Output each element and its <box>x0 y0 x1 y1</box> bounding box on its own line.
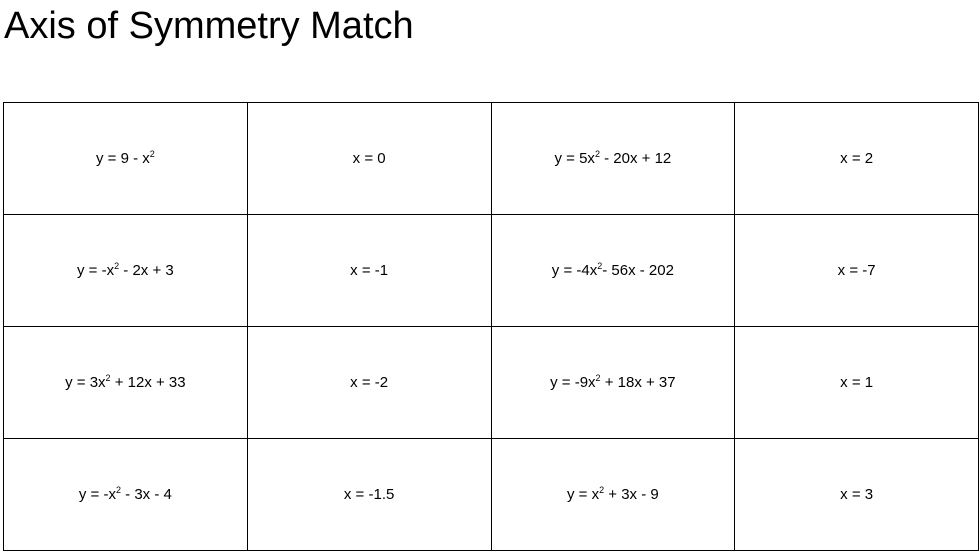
axis-cell <box>735 327 979 439</box>
exponent: 2 <box>594 149 600 159</box>
cell-text: x = 1 <box>840 374 874 391</box>
axis-cell <box>247 103 491 215</box>
equation-cell <box>4 103 248 215</box>
exponent: 2 <box>597 261 603 271</box>
exponent: 2 <box>595 373 601 383</box>
cell-text: x = -2 <box>350 374 389 391</box>
exponent: 2 <box>115 485 121 495</box>
equation-cell <box>491 103 735 215</box>
table-row <box>4 215 979 327</box>
cell-text: y = 3x <box>65 374 106 391</box>
cell-text: x = 0 <box>352 150 386 167</box>
cell-text-rest: + 3x - 9 <box>604 486 659 503</box>
equation-cell <box>4 215 248 327</box>
axis-cell <box>247 327 491 439</box>
cell-text-rest: - 20x + 12 <box>599 150 672 167</box>
cell-text: x = -1 <box>350 262 389 279</box>
cell-text-rest: - 2x + 3 <box>119 262 174 279</box>
axis-cell <box>735 439 979 551</box>
table-row <box>4 439 979 551</box>
axis-cell <box>735 215 979 327</box>
cell-text: x = 3 <box>840 486 874 503</box>
exponent: 2 <box>149 149 155 159</box>
table-row <box>4 103 979 215</box>
equation-cell <box>491 327 735 439</box>
exponent: 2 <box>114 261 120 271</box>
cell-text-rest: + 12x + 33 <box>110 374 186 391</box>
cell-text-rest: + 18x + 37 <box>600 374 676 391</box>
cell-text-rest: - 56x - 202 <box>602 262 674 279</box>
cell-text: y = -9x <box>550 374 596 391</box>
equation-cell <box>4 327 248 439</box>
cell-text: y = 9 - x <box>95 150 150 167</box>
exponent: 2 <box>105 373 111 383</box>
match-table <box>3 102 979 551</box>
equation-cell <box>491 439 735 551</box>
equation-cell <box>491 215 735 327</box>
cell-text: y = -x <box>78 486 116 503</box>
axis-cell <box>735 103 979 215</box>
cell-text: y = -x <box>77 262 115 279</box>
table-row <box>4 327 979 439</box>
cell-text: x = 2 <box>840 150 874 167</box>
cell-text: x = -1.5 <box>343 486 395 503</box>
page-title: Axis of Symmetry Match <box>4 5 414 47</box>
cell-text: y = x <box>567 486 600 503</box>
cell-text: y = 5x <box>554 150 595 167</box>
cell-text-rest: - 3x - 4 <box>121 486 172 503</box>
equation-cell <box>4 439 248 551</box>
axis-cell <box>247 439 491 551</box>
exponent: 2 <box>599 485 605 495</box>
axis-cell <box>247 215 491 327</box>
cell-text: y = -4x <box>551 262 598 279</box>
cell-text: x = -7 <box>837 262 876 279</box>
